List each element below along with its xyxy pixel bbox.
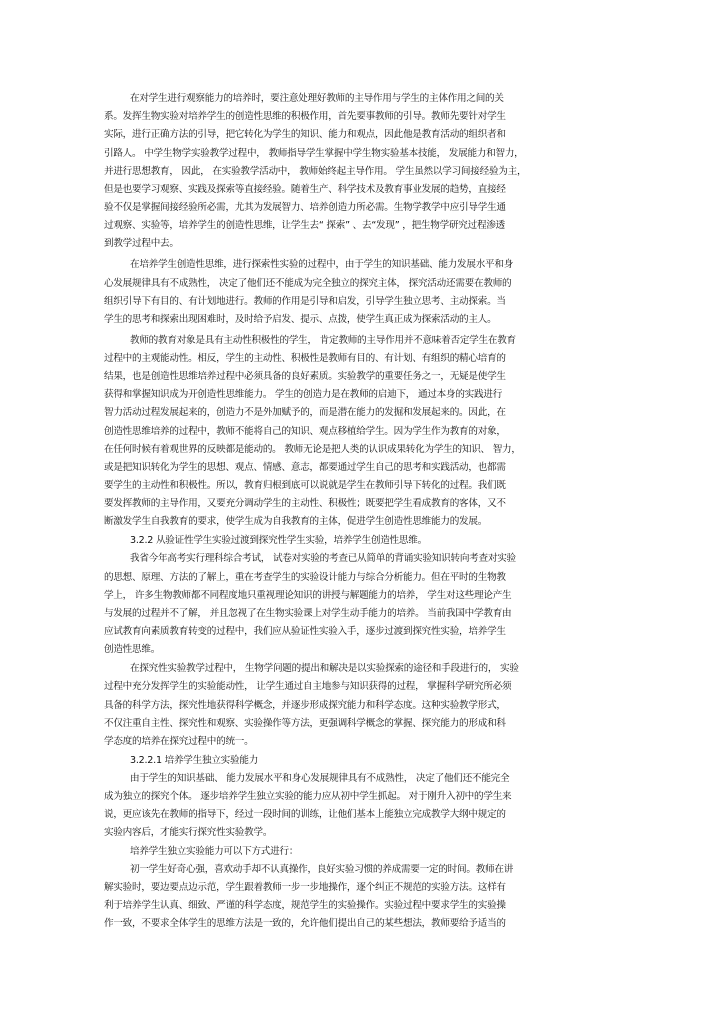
text-line: 具备的科学方法，探究性地获得科学概念，并逐步形成探究能力和科学态度。这种实验教学形式， [104,700,506,711]
section-heading: 3.2.2 从验证性学生实验过渡到探究性学生实验，培养学生创造性思维。 [130,535,427,546]
text-line: 应试教育向素质教育转变的过程中，我们应从验证性实验入手，逐步过渡到探究性实验，培养学生 [104,626,506,637]
text-line: 结果，也是创造性思维培养过程中必须具备的良好素质。实验教学的重要任务之一，无疑是使学生 [104,371,506,382]
text-line: 培养学生独立实验能力可以下方式进行： [130,846,299,857]
text-line: 组织引导下有目的、有计划地进行。教师的作用是引导和启发，引导学生独立思考、主动探索。当 [104,296,506,307]
text-line: 实际，进行正确方法的引导，把它转化为学生的知识、能力和观点，因此他是教育活动的组织者和 [104,129,506,140]
text-line: 到教学过程中去。 [104,238,179,249]
text-line: 引路人。 中学生物学实验教学过程中， 教师指导学生掌握中学生物实验基本技能， 发展能力和智力， [104,148,524,159]
text-line: 创造性思维培养的过程中，教师不能将自己的知识、观点移植给学生。因为学生作为教育的对象， [104,426,506,437]
text-line: 初一学生好奇心强，喜欢动手却不认真操作，良好实验习惯的养成需要一定的时间。教师在讲 [130,864,514,875]
text-line: 成为独立的探究个体。 逐步培养学生独立实验的能力应从初中学生抓起。 对于刚升入初中的学生来 [104,791,512,802]
text-line: 与发展的过程并不了解， 并且忽视了在生物实验课上对学生动手能力的培养。 当前我国中学教育由 [104,608,512,619]
text-line: 说，更应该先在教师的指导下，经过一段时间的训练，让他们基本上能独立完成教学大纲中规定的 [104,809,506,820]
text-line: 实验内容后，才能实行探究性实验教学。 [104,827,273,838]
text-line: 作一致，不要求全体学生的思维方法是一致的，允许他们提出自己的某些想法，教师要给予适当的 [104,918,506,929]
subsection-heading: 3.2.2.1 培养学生独立实验能力 [130,755,259,766]
text-line: 获得和掌握知识成为开创造性思维能力。 学生的创造力是在教师的启迪下， 通过本身的实践进行 [104,389,503,400]
text-line: 利于培养学生认真、细致、严谨的科学态度，规范学生的实验操作。实验过程中要求学生的实验操 [104,900,506,911]
text-line: 过程中的主观能动性。相反，学生的主动性、积极性是教师有目的、有计划、有组织的精心培育的 [104,353,506,364]
text-line: 我省今年高考实行理科综合考试， 试卷对实验的考查已从简单的背诵实验知识转向考查对实验 [130,553,516,564]
text-line: 在任何时候有着观世界的反映都是能动的。 教师无论是把人类的认识成果转化为学生的知识、 智力， [104,444,521,455]
text-line: 学上， 许多生物教师都不同程度地只重视理论知识的讲授与解题能力的培养， 学生对这些理论产生 [104,590,512,601]
text-line: 过程中充分发挥学生的实验能动性， 让学生通过自主地参与知识获得的过程， 掌握科学研究所必须 [104,681,512,692]
text-line: 要学生的主动性和积极性。所以，教育归根到底可以说就是学生在教师引导下转化的过程。我们既 [104,480,506,491]
text-line: 但是也要学习观察、实践及探索等直接经验。随着生产、科学技术及教育事业发展的趋势，直接经 [104,184,506,195]
text-line: 在培养学生创造性思维，进行探索性实验的过程中，由于学生的知识基础、能力发展水平和身 [130,259,514,270]
text-line: 要发挥教师的主导作用，又要充分调动学生的主动性、积极性；既要把学生看成教育的客体，又不 [104,498,506,509]
text-line: 验不仅是掌握间接经验所必需，尤其为发展智力、培养创造力所必需。生物学教学中应引导学生通 [104,202,506,213]
text-line: 由于学生的知识基础、 能力发展水平和身心发展规律具有不成熟性， 决定了他们还不能完全 [130,773,510,784]
text-line: 智力活动过程发展起来的，创造力不是外加赋予的，而是潜在能力的发掘和发展起来的。因此，在 [104,407,506,418]
text-line: 不仅注重自主性、探究性和观察、实验操作等方法，更强调科学概念的掌握、探究能力的形成和科 [104,718,506,729]
text-line: 教师的教育对象是具有主动性积极性的学生， 肯定教师的主导作用并不意味着否定学生在教育 [130,335,516,346]
text-line: 心发展规律具有不成熟性， 决定了他们还不能成为完全独立的探究主体， 探究活动还需要在教师的 [104,278,512,289]
text-line: 系。发挥生物实验对培养学生的创造性思维的积极作用，首先要事教师的引导。教师先要针对学生 [104,111,506,122]
text-line: 创造性思维。 [104,644,161,655]
text-line: 的思想、原理、方法的了解上，重在考查学生的实验设计能力与综合分析能力。但在平时的生物教 [104,572,506,583]
text-line: 过观察、实验等，培养学生的创造性思维，让学生去“ 探索” 、去“发现” ，把生物学研究过程渗透 [104,220,506,231]
text-line: 或是把知识转化为学生的思想、观点、情感、意志，都要通过学生自己的思考和实践活动，也都需 [104,462,506,473]
text-line: 并进行思想教育， 因此， 在实验教学活动中， 教师始终起主导作用。 学生虽然以学习间接经验为主， [104,166,527,177]
text-line: 断激发学生自我教育的要求，使学生成为自我教育的主体，促进学生创造性思维能力的发展。 [104,516,488,527]
text-line: 学态度的培养在探究过程中的统一。 [104,736,254,747]
text-line: 解实验时，要边要点边示范，学生跟着教师一步一步地操作，逐个纠正不规范的实验方法。这样有 [104,882,506,893]
text-line: 学生的思考和探索出现困难时，及时给予启发、提示、点拨，使学生真正成为探索活动的主人。 [104,314,497,325]
text-line: 在探究性实验教学过程中， 生物学问题的提出和解决是以实验探索的途径和手段进行的， 实验 [130,663,519,674]
text-line: 在对学生进行观察能力的培养时，要注意处理好教师的主导作用与学生的主体作用之间的关 [130,93,504,104]
